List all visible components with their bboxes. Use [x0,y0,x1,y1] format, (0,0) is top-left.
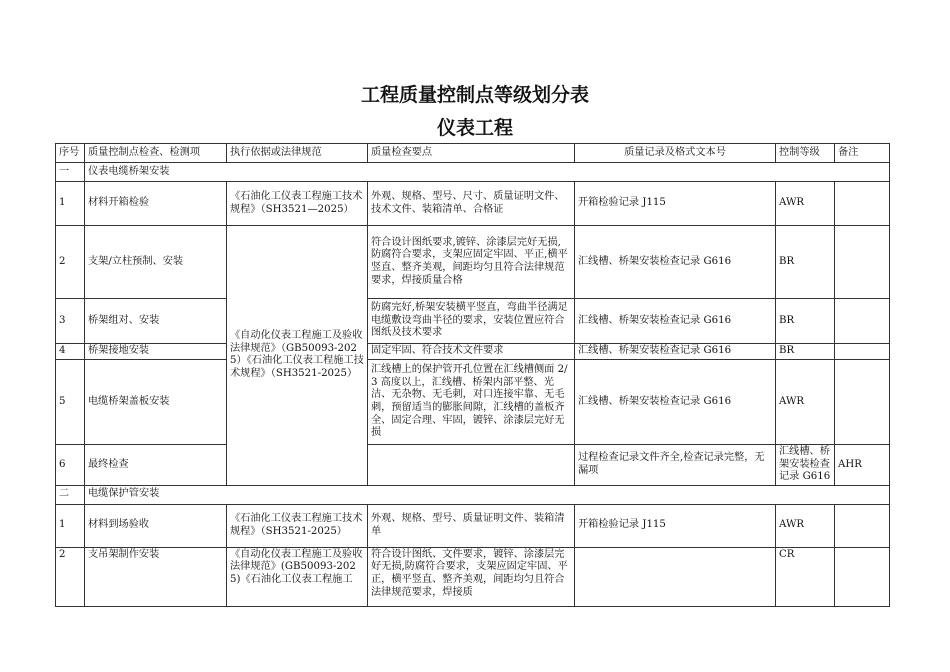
check-item: 最终检查 [85,445,227,486]
check-item: 电缆桥架盖板安装 [85,360,227,445]
page-title: 工程质量控制点等级划分表 [360,84,589,106]
note-cell [835,360,890,445]
level-cell: BR [776,344,835,360]
record-cell: 汇线槽、桥架安装检查记录 G616 [575,226,776,299]
basis-cell-empty [368,445,575,486]
row-number: 1 [56,182,85,226]
table-header-row [56,144,890,163]
check-item: 支架/立柱预制、安装 [85,226,227,299]
header-cell: 备注 [835,144,890,163]
level-cell: BR [776,299,835,344]
section-number: 一 [56,163,85,182]
record-cell: 汇线槽、桥架安装检查记录 G616 [575,299,776,344]
header-cell: 序号 [56,144,85,163]
note-cell [835,226,890,299]
table-row [56,445,890,486]
merged-basis-cell: 《自动化仪表工程施工及验收法律规范》（GB50093-2025）《石油化工仪表工程施工技术规程》（SH3521-2025） [227,226,368,486]
points-cell: 固定牢固、符合技术文件要求 [368,344,575,360]
row-number: 5 [56,360,85,445]
check-item: 桥架组对、安装 [85,299,227,344]
check-item: 支吊架制作安装 [85,547,227,606]
row-number: 2 [56,547,85,606]
level-cell: BR [776,226,835,299]
level-cell: AWR [776,504,835,547]
section-title: 仪表电缆桥架安装 [85,163,890,182]
check-item: 材料开箱检验 [85,182,227,226]
row-number: 1 [56,504,85,547]
check-item: 材料到场验收 [85,504,227,547]
record-cell: 汇线槽、桥架安装检查记录 G616 [776,445,835,486]
header-cell: 质量控制点检查、检测项 [85,144,227,163]
section-title: 电缆保护管安装 [85,485,890,504]
table-row [56,547,890,606]
points-cell: 防腐完好,桥架安装横平竖直，弯曲半径满足电缆敷设弯曲半径的要求，安装位置应符合图纸及技术要求 [368,299,575,344]
note-cell [835,547,890,606]
check-item: 桥架接地安装 [85,344,227,360]
table-row [56,182,890,226]
table-row [56,344,890,360]
level-cell: AWR [776,182,835,226]
row-number: 2 [56,226,85,299]
record-cell: 开箱检验记录 J115 [575,182,776,226]
basis-cell: 《石油化工仪表工程施工技术规程》（SH3521—2025） [227,182,368,226]
level-cell: CR [776,547,835,606]
note-cell [835,344,890,360]
header-cell: 质量记录及格式文本号 [575,144,776,163]
record-cell: 汇线槽、桥架安装检查记录 G616 [575,344,776,360]
page-subtitle: 仪表工程 [436,117,513,139]
note-cell [835,182,890,226]
table-row [56,360,890,445]
header-cell: 控制等级 [776,144,835,163]
row-number: 4 [56,344,85,360]
header-cell: 质量检查要点 [368,144,575,163]
record-cell [575,547,776,606]
level-cell: AHR [835,445,890,486]
basis-text: 《自动化仪表工程施工及验收法律规范》(GB50093-2025)《石油化工仪表工程施工 [230,548,363,585]
points-cell: 符合设计图纸要求,镀锌、涂漆层完好无损,防腐符合要求，支架应固定牢固、平正,横平竖直、整齐美观，间距均匀且符合法律规范要求，焊接质量合格 [368,226,575,299]
basis-cell [227,547,368,606]
table-row [56,299,890,344]
row-number: 6 [56,445,85,486]
note-cell [835,504,890,547]
table-row [56,226,890,299]
points-cell: 外观、规格、型号、尺寸、质量证明文件、技术文件、装箱清单、合格证 [368,182,575,226]
section-row [56,163,890,182]
section-row [56,485,890,504]
points-cell: 外观、规格、型号、质量证明文件、装箱清单 [368,504,575,547]
level-cell: AWR [776,360,835,445]
points-cell: 汇线槽上的保护管开孔位置在汇线槽侧面 2/3 高度以上，汇线槽、桥架内部平整、光洁、无杂物、无毛刺，对口连接牢靠、无毛刺，预留适当的膨胀间隙，汇线槽的盖板齐全、固定合理、牢固，镀锌、涂漆层完好无损 [368,360,575,445]
points-cell: 过程检查记录文件齐全,检查记录完整，无漏项 [575,445,776,486]
points-text: 符合设计图纸、文件要求，镀锌、涂漆层完好无损,防腐符合要求，支架应固定牢固、平正，横平竖直、整齐美观，间距均匀且符合法律规范要求，焊接质 [371,548,568,598]
points-cell [368,547,575,606]
record-cell: 开箱检验记录 J115 [575,504,776,547]
basis-cell: 《石油化工仪表工程施工技术规程》（SH3521-2025） [227,504,368,547]
quality-control-table [55,143,890,607]
row-number: 3 [56,299,85,344]
header-cell: 执行依据或法律规范 [227,144,368,163]
record-cell: 汇线槽、桥架安装检查记录 G616 [575,360,776,445]
section-number: 二 [56,485,85,504]
table-row [56,504,890,547]
note-cell [835,299,890,344]
